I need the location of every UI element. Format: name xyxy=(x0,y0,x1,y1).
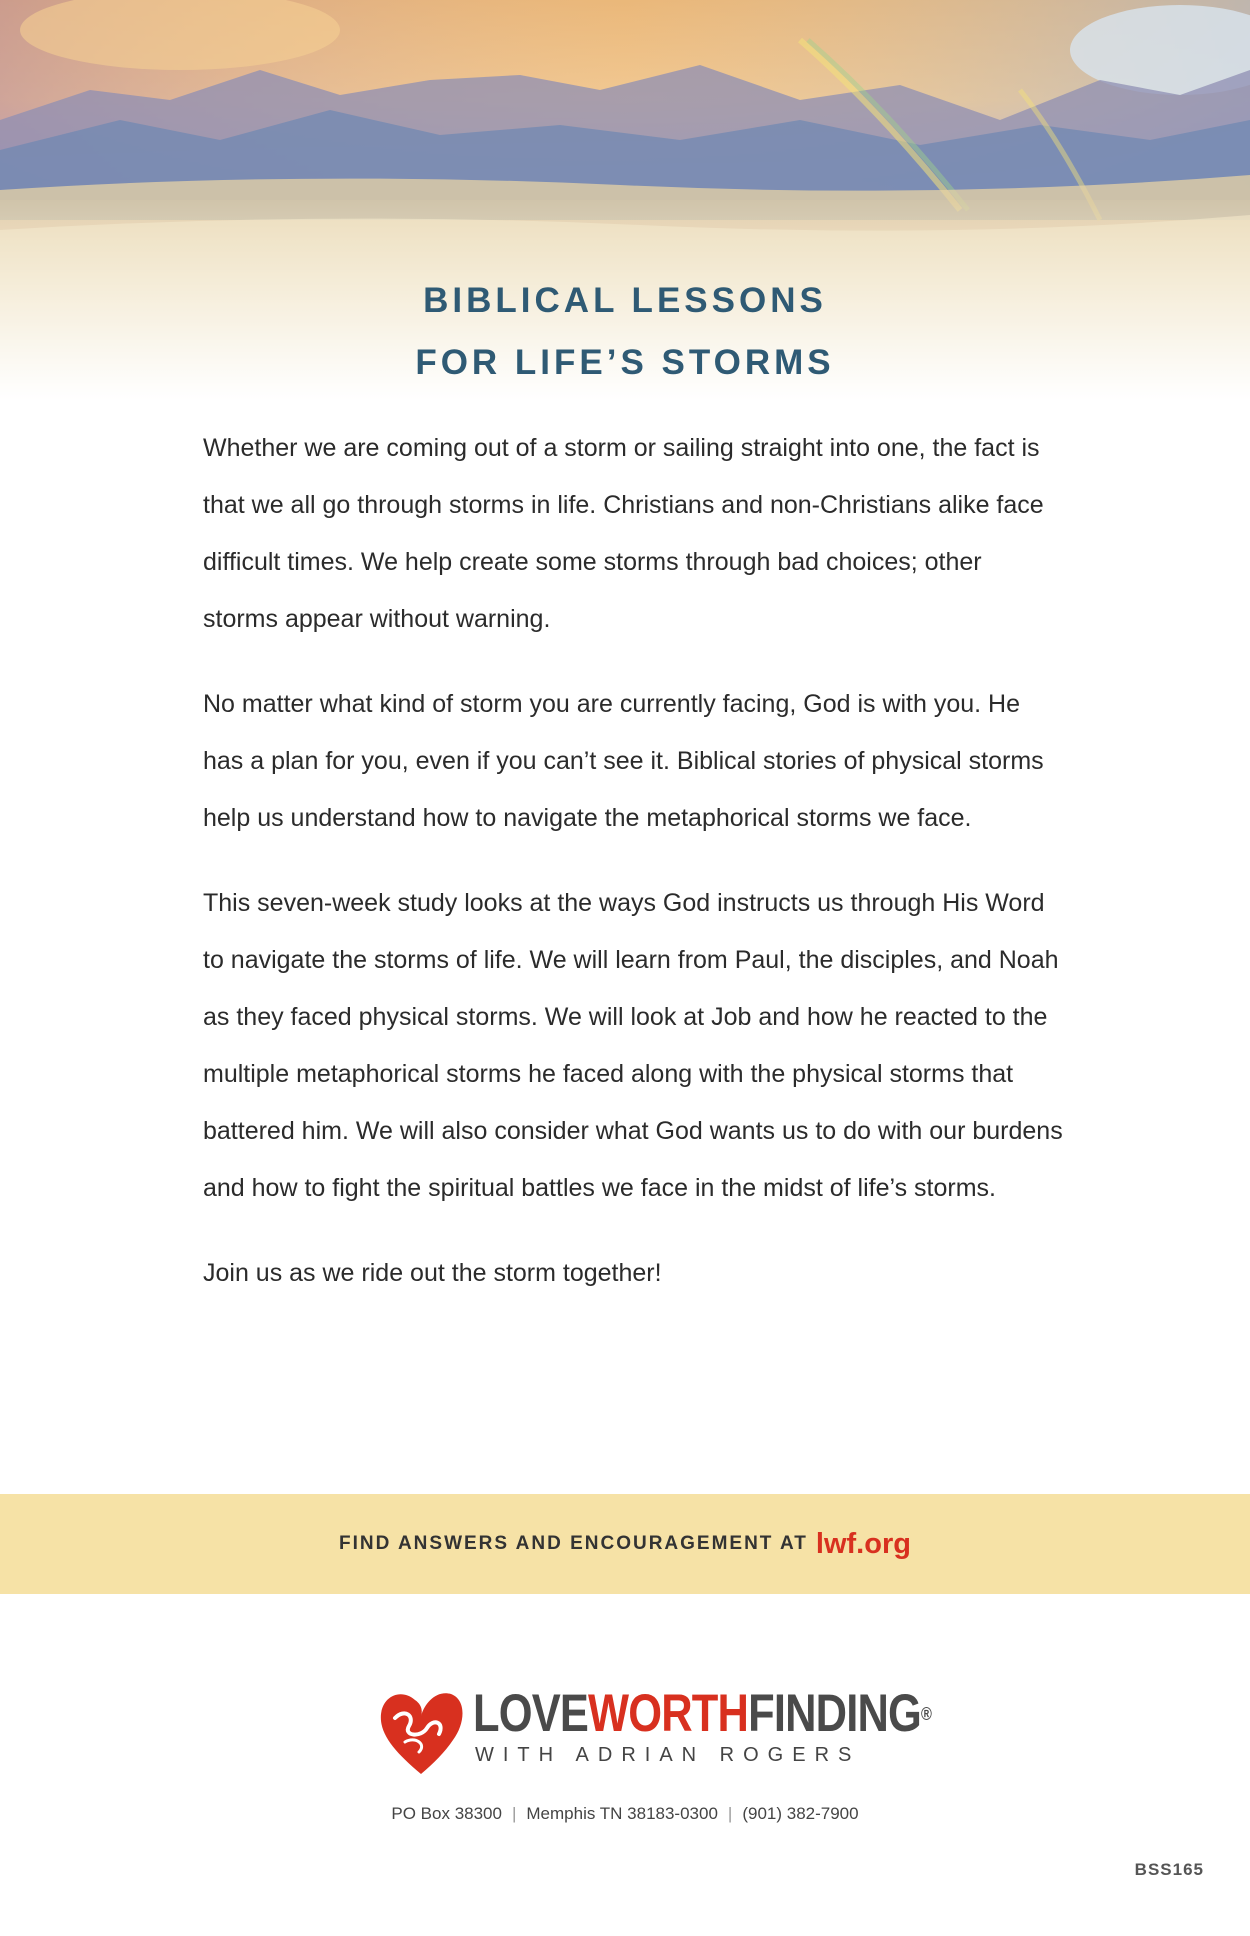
registered-mark: ® xyxy=(921,1704,932,1724)
paragraph: No matter what kind of storm you are currently facing, God is with you. He has a plan for you, even if you can’t see it. Biblical stories of physical storms help us understand how to navigate the metaphorical storms we face. xyxy=(203,690,1044,832)
banner-text: FIND ANSWERS AND ENCOURAGEMENT AT xyxy=(339,1533,808,1554)
heart-logo-icon xyxy=(375,1682,467,1782)
body-text xyxy=(203,420,1063,1330)
po-box: PO Box 38300 xyxy=(391,1804,502,1823)
paragraph: Join us as we ride out the storm together! xyxy=(203,1259,662,1287)
phone-number: (901) 382-7900 xyxy=(742,1804,859,1823)
page-title xyxy=(0,270,1250,394)
product-code: BSS165 xyxy=(1134,1860,1204,1879)
paragraph: This seven-week study looks at the ways God instructs us through His Word to navigate the storms of life. We will learn from Paul, the disciples, and Noah as they faced physical storms. We will look at Job and how he reacted to the multiple metaphorical storms he faced along with the physical storms that battered him. We will also consider what God wants us to do with our burdens and how to fight the spiritual battles we face in the midst of life’s storms. xyxy=(203,889,1063,1202)
cta-banner xyxy=(0,1494,1250,1594)
logo-word-finding: FINDING xyxy=(748,1684,922,1743)
logo-word-worth: WORTH xyxy=(588,1684,749,1743)
love-worth-finding-logo xyxy=(375,1682,932,1782)
separator: | xyxy=(511,1804,517,1823)
logo-word-love: LOVE xyxy=(473,1684,589,1743)
website-link[interactable]: lwf.org xyxy=(815,1527,911,1560)
logo-subtitle: WITH ADRIAN ROGERS xyxy=(475,1744,861,1766)
title-line-2: FOR LIFE’S STORMS xyxy=(415,343,835,382)
paragraph: Whether we are coming out of a storm or sailing straight into one, the fact is that we all go through storms in life. Christians and non-Christians alike face difficult times. We help create some storms through bad choices; other storms appear without warning. xyxy=(203,434,1044,633)
separator: | xyxy=(727,1804,733,1823)
contact-address xyxy=(0,1804,1250,1824)
title-line-1: BIBLICAL LESSONS xyxy=(423,281,827,320)
city-zip: Memphis TN 38183-0300 xyxy=(526,1804,718,1823)
logo-wordmark xyxy=(473,1684,931,1744)
